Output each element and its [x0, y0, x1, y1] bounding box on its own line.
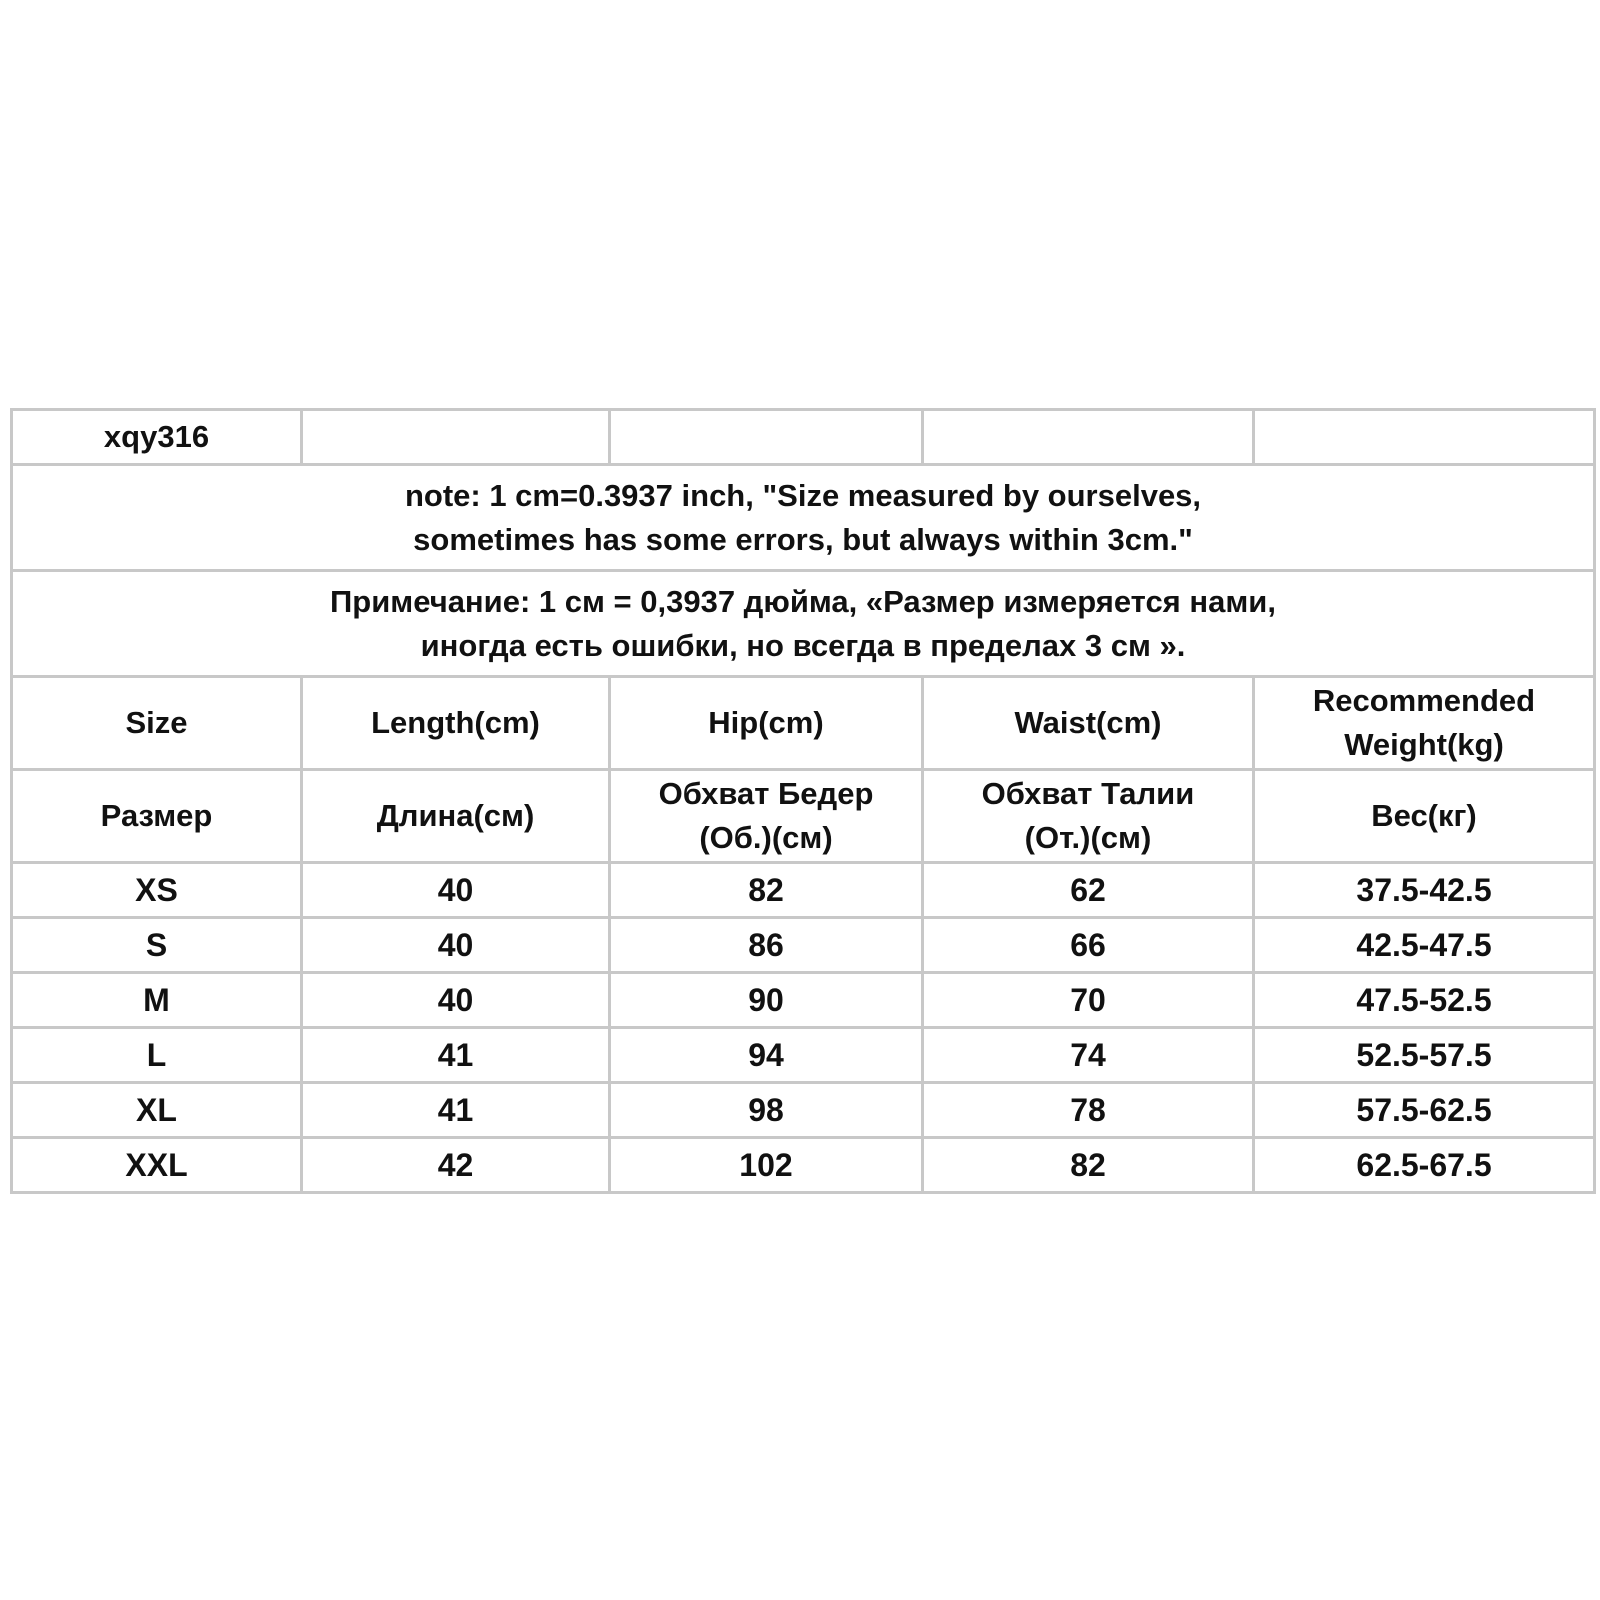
- weight-cell: 62.5-67.5: [1255, 1139, 1596, 1191]
- header-weight: Recommended Weight(kg): [1255, 678, 1596, 768]
- waist-cell: 74: [924, 1029, 1255, 1081]
- waist-cell: 70: [924, 974, 1255, 1026]
- table-row: [13, 1084, 1596, 1139]
- empty-cell: [303, 411, 611, 463]
- weight-cell: 57.5-62.5: [1255, 1084, 1596, 1136]
- note-russian-row: [13, 572, 1596, 678]
- length-cell: 42: [303, 1139, 611, 1191]
- waist-cell: 62: [924, 864, 1255, 916]
- header-length: Length(cm): [303, 678, 611, 768]
- table-row: [13, 974, 1596, 1029]
- product-code: xqy316: [13, 411, 303, 463]
- header-waist: Waist(cm): [924, 678, 1255, 768]
- hip-cell: 94: [611, 1029, 924, 1081]
- note-english: note: 1 cm=0.3937 inch, "Size measured by ourselves, sometimes has some errors, but always within 3cm.": [13, 466, 1596, 569]
- header-hip-ru: Обхват Бедер (Об.)(см): [611, 771, 924, 861]
- length-cell: 40: [303, 864, 611, 916]
- table-row: [13, 919, 1596, 974]
- size-chart-table: [10, 408, 1596, 1194]
- empty-cell: [1255, 411, 1596, 463]
- weight-cell: 37.5-42.5: [1255, 864, 1596, 916]
- header-hip: Hip(cm): [611, 678, 924, 768]
- hip-cell: 102: [611, 1139, 924, 1191]
- weight-cell: 47.5-52.5: [1255, 974, 1596, 1026]
- header-row-english: [13, 678, 1596, 771]
- empty-cell: [924, 411, 1255, 463]
- length-cell: 40: [303, 974, 611, 1026]
- weight-cell: 52.5-57.5: [1255, 1029, 1596, 1081]
- hip-cell: 98: [611, 1084, 924, 1136]
- weight-cell: 42.5-47.5: [1255, 919, 1596, 971]
- hip-cell: 82: [611, 864, 924, 916]
- table-row: [13, 864, 1596, 919]
- header-size-ru: Размер: [13, 771, 303, 861]
- size-cell: L: [13, 1029, 303, 1081]
- hip-cell: 86: [611, 919, 924, 971]
- header-size: Size: [13, 678, 303, 768]
- size-cell: XL: [13, 1084, 303, 1136]
- product-code-row: [13, 411, 1596, 466]
- waist-cell: 66: [924, 919, 1255, 971]
- waist-cell: 78: [924, 1084, 1255, 1136]
- empty-cell: [611, 411, 924, 463]
- header-waist-ru: Обхват Талии (От.)(см): [924, 771, 1255, 861]
- table-row: [13, 1139, 1596, 1194]
- size-cell: XS: [13, 864, 303, 916]
- size-cell: S: [13, 919, 303, 971]
- header-length-ru: Длина(см): [303, 771, 611, 861]
- note-english-row: [13, 466, 1596, 572]
- table-row: [13, 1029, 1596, 1084]
- header-row-russian: [13, 771, 1596, 864]
- length-cell: 41: [303, 1029, 611, 1081]
- length-cell: 40: [303, 919, 611, 971]
- waist-cell: 82: [924, 1139, 1255, 1191]
- size-cell: XXL: [13, 1139, 303, 1191]
- size-cell: M: [13, 974, 303, 1026]
- header-weight-ru: Вес(кг): [1255, 771, 1596, 861]
- note-russian: Примечание: 1 см = 0,3937 дюйма, «Размер измеряется нами, иногда есть ошибки, но всегда в пределах 3 см ».: [13, 572, 1596, 675]
- hip-cell: 90: [611, 974, 924, 1026]
- length-cell: 41: [303, 1084, 611, 1136]
